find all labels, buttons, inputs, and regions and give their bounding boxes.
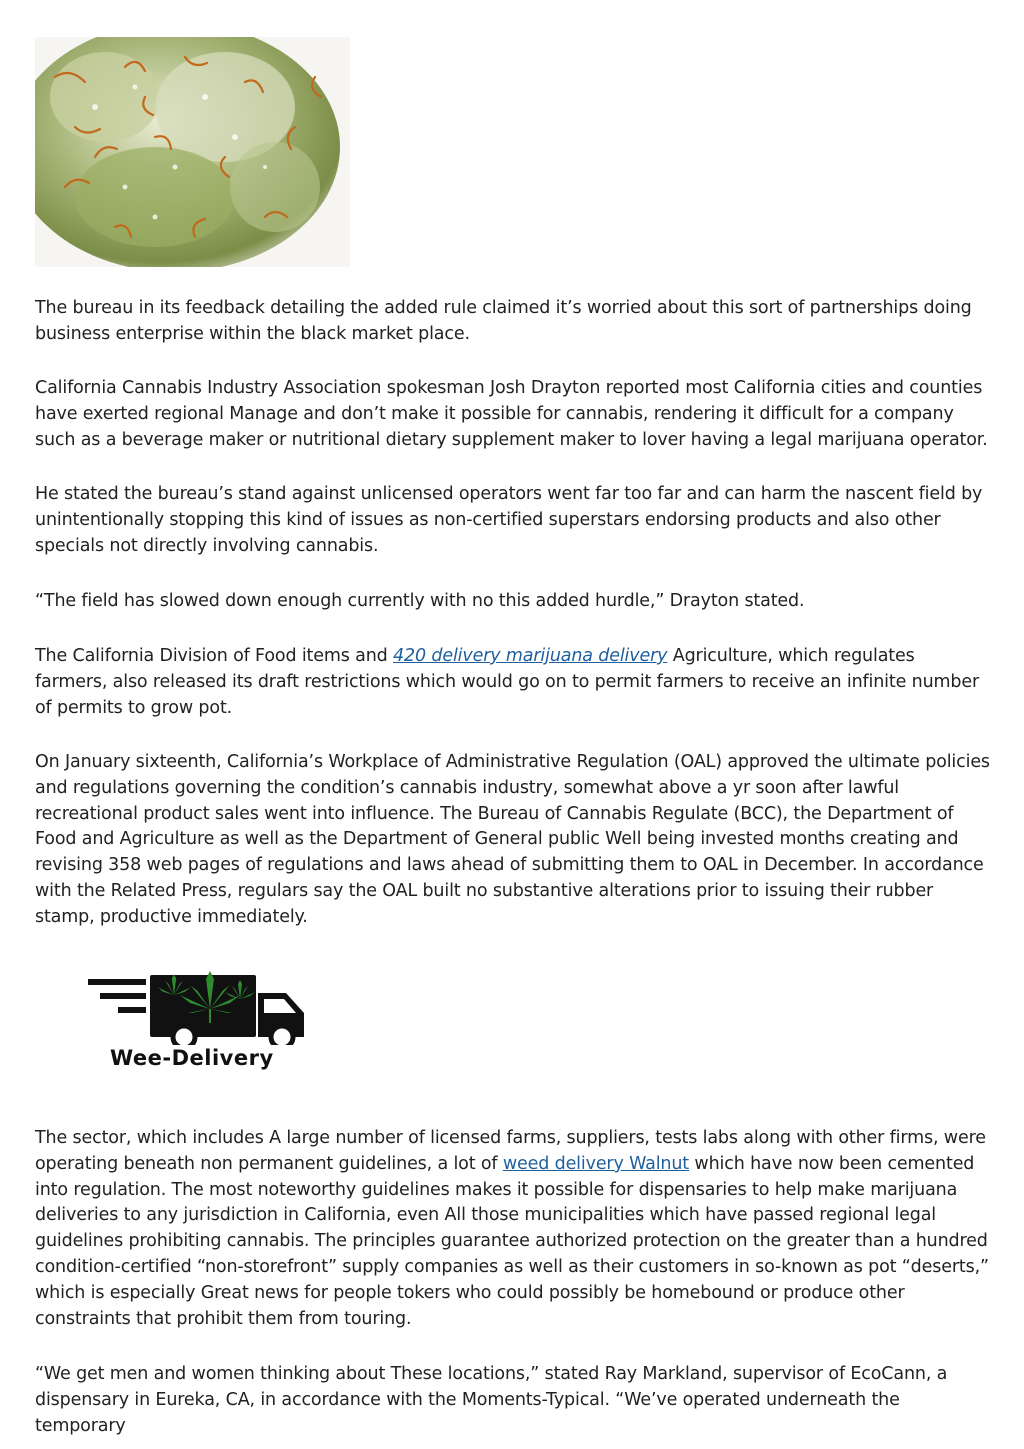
- delivery-link[interactable]: 420 delivery marijuana delivery: [393, 646, 668, 666]
- delivery-truck-icon: [88, 965, 308, 1045]
- paragraph-4: “The field has slowed down enough currently with no this added hurdle,” Drayton stated.: [35, 591, 805, 611]
- cannabis-bud-illustration: [35, 37, 350, 267]
- paragraph-5-text-before: The California Division of Food items and: [35, 646, 394, 666]
- paragraph-6: On January sixteenth, California’s Workplace of Administrative Regulation (OAL) approved the ultimate policies and regulations governing the condition’s cannabis industry, somewhat above a yr soon after lawful recreational product sales went into influence. The Bureau of Cannabis Regulate (BCC), the Department of Food and Agriculture as well as the Department of General public Well being invested months creating and revising 358 web pages of regulations and laws ahead of submitting them to OAL in December. In accordance with the Related Press, regulars say the OAL built no substantive alterations prior to issuing their rubber stamp, productive immediately.: [35, 752, 990, 927]
- paragraph-5: [35, 644, 990, 721]
- cannabis-bud-image: [35, 37, 350, 267]
- paragraph-5-text-after: Agriculture, which regulates farmers, also released its draft restrictions which would go on to permit farmers to receive an infinite number of permits to grow pot.: [35, 646, 980, 718]
- paragraph-8: “We get men and women thinking about These locations,” stated Ray Markland, supervisor of EcoCann, a dispensary in Eureka, CA, in accordance with the Moments-Typical. “We’ve operated underneath the temporary: [35, 1364, 948, 1436]
- paragraph-3: He stated the bureau’s stand against unlicensed operators went far too far and can harm the nascent field by unintentionally stopping this kind of issues as non-certified superstars endorsing products and also other specials not directly involving cannabis.: [35, 484, 983, 556]
- logo-wordmark: Wee-Delivery: [110, 1046, 274, 1070]
- paragraph-7-text-after: which have now been cemented into regulation. The most noteworthy guidelines makes it possible for dispensaries to help make marijuana deliveries to any jurisdiction in California, even All those municipalities which have passed regional legal guidelines prohibiting cannabis. The principles guarantee authorized protection on the greater than a hundred condition-certified “non-storefront” supply companies as well as their customers in so-known as pot “deserts,” which is especially Great news for people tokers who could possibly be homebound or produce other constraints that prohibit them from touring.: [35, 1153, 989, 1329]
- weed-delivery-walnut-link[interactable]: weed delivery Walnut: [502, 1153, 690, 1174]
- paragraph-7: [35, 1126, 990, 1332]
- paragraph-7-text-before: The sector, which includes A large number of licensed farms, suppliers, tests labs along with other firms, were operating beneath non permanent guidelines, a lot of: [35, 1128, 986, 1174]
- paragraph-1: The bureau in its feedback detailing the added rule claimed it’s worried about this sort of partnerships doing business enterprise within the black market place.: [35, 298, 972, 344]
- paragraph-2: California Cannabis Industry Association spokesman Josh Drayton reported most California cities and counties have exerted regional Manage and don’t make it possible for cannabis, rendering it difficult for a company such as a beverage maker or nutritional dietary supplement maker to lover having a legal marijuana operator.: [35, 378, 988, 450]
